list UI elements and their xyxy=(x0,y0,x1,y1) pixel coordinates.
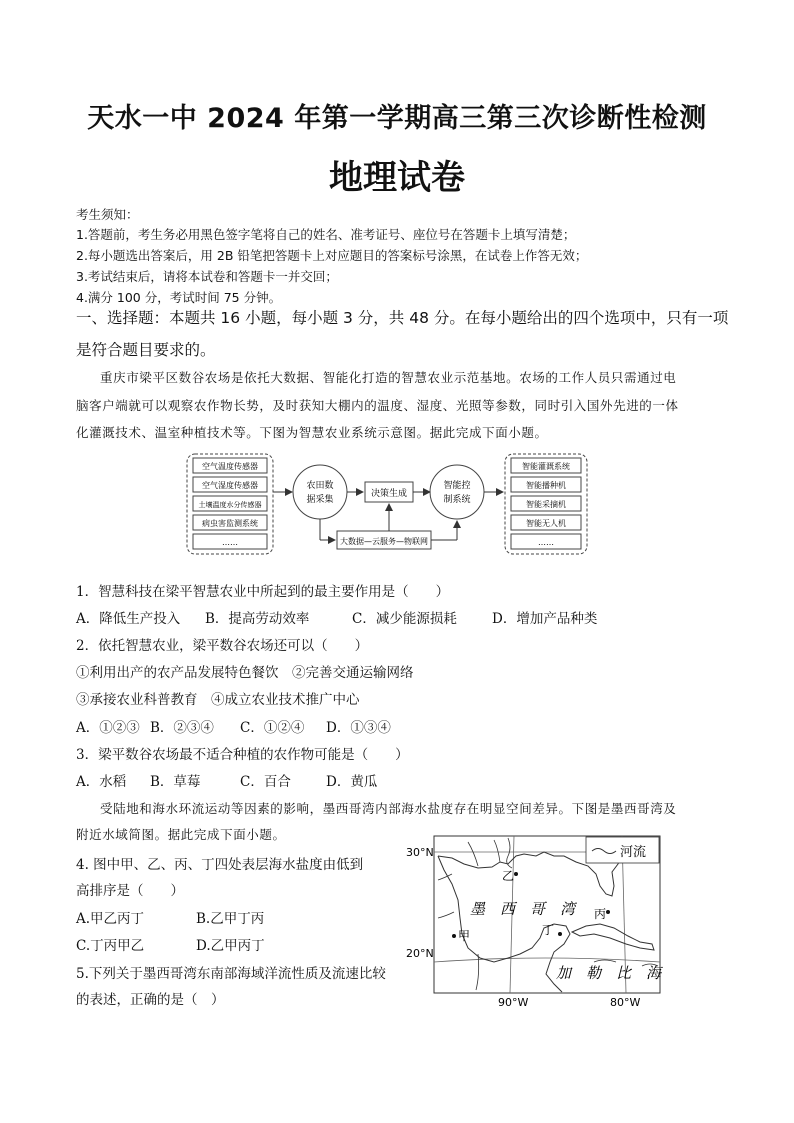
q1-option-c[interactable]: C．减少能源损耗 xyxy=(352,611,457,627)
question-4-stem: 4. 图中甲、乙、丙、丁四处表层海水盐度由低到 xyxy=(76,857,364,873)
passage-line: 脑客户端就可以观察农作物长势，及时获知大棚内的温度、湿度、光照等参数，同时引入国外先进的一体 xyxy=(76,398,679,413)
point-label-ding: 丁 xyxy=(542,923,555,937)
q3-option-d[interactable]: D．黄瓜 xyxy=(326,774,378,790)
passage-line: 化灌溉技术、温室种植技术等。下图为智慧农业系统示意图。据此完成下面小题。 xyxy=(76,425,548,440)
question-5-stem-cont: 的表述，正确的是（ ） xyxy=(76,992,225,1008)
notice-heading: 考生须知： xyxy=(76,207,139,222)
q1-option-d[interactable]: D．增加产品种类 xyxy=(492,611,598,627)
question-1-stem: 1．智慧科技在梁平智慧农业中所起到的最主要作用是（ ） xyxy=(76,584,450,600)
point-ding xyxy=(558,932,562,936)
decision-label: 决策生成 xyxy=(370,489,408,499)
sensor-label: 病虫害监测系统 xyxy=(202,519,258,528)
machine-label: 智能灌溉系统 xyxy=(522,462,570,471)
point-yi xyxy=(514,872,518,876)
point-bing xyxy=(606,910,610,914)
question-5-stem: 5.下列关于墨西哥湾东南部海域洋流性质及流速比较 xyxy=(76,966,386,982)
cloud-label: 大数据—云服务—物联网 xyxy=(340,537,428,546)
notice-item: 3.考试结束后，请将本试卷和答题卡一并交回； xyxy=(76,269,338,284)
lon-label-80w: 80°W xyxy=(610,996,641,1009)
q2-option-c[interactable]: C．①②④ xyxy=(240,720,305,736)
q4-option-d[interactable]: D.乙甲丙丁 xyxy=(196,938,265,954)
section-heading-cont: 是符合题目要求的。 xyxy=(76,341,216,359)
q4-option-c[interactable]: C.丁丙甲乙 xyxy=(76,938,145,954)
q2-items-line: ①利用出产的农产品发展特色餐饮 ②完善交通运输网络 xyxy=(76,665,414,681)
sea-label: 加 勒 比 海 xyxy=(556,964,662,982)
control-label: 制系统 xyxy=(443,495,471,505)
q4-option-a[interactable]: A.甲乙丙丁 xyxy=(76,911,145,927)
q1-option-a[interactable]: A．降低生产投入 xyxy=(76,611,181,627)
machine-label: 智能采摘机 xyxy=(526,500,566,509)
collect-label: 农田数 xyxy=(306,481,334,491)
legend-label: 河流 xyxy=(620,845,647,860)
sensor-label: 空气温度传感器 xyxy=(202,462,258,471)
machine-label: …… xyxy=(538,538,554,547)
smart-agriculture-diagram xyxy=(185,452,590,562)
q4-option-b[interactable]: B.乙甲丁丙 xyxy=(196,911,265,927)
control-node xyxy=(430,465,484,519)
collect-label: 据采集 xyxy=(306,495,334,505)
machine-label: 智能播种机 xyxy=(526,481,566,490)
gulf-label: 墨 西 哥 湾 xyxy=(470,900,576,918)
q3-option-a[interactable]: A．水稻 xyxy=(76,774,127,790)
exam-subtitle: 地理试卷 xyxy=(329,158,465,198)
question-3-stem: 3．梁平数谷农场最不适合种植的农作物可能是（ ） xyxy=(76,747,409,763)
q2-option-a[interactable]: A．①②③ xyxy=(76,720,140,736)
q2-option-b[interactable]: B．②③④ xyxy=(150,720,214,736)
notice-item: 2.每小题选出答案后，用 2B 铅笔把答题卡上对应题目的答案标号涂黑，在试卷上作答无效； xyxy=(76,248,588,263)
passage-line: 受陆地和海水环流运动等因素的影响，墨西哥湾内部海水盐度存在明显空间差异。下图是墨西哥湾及 xyxy=(100,801,677,816)
passage-line: 重庆市梁平区数谷农场是依托大数据、智能化打造的智慧农业示范基地。农场的工作人员只需通过电 xyxy=(100,370,677,385)
question-4-stem-cont: 高排序是（ ） xyxy=(76,883,184,899)
q2-option-d[interactable]: D．①③④ xyxy=(326,720,391,736)
q1-option-b[interactable]: B．提高劳动效率 xyxy=(205,611,310,627)
q2-items-line: ③承接农业科普教育 ④成立农业技术推广中心 xyxy=(76,692,360,708)
lat-label-20n: 20°N xyxy=(406,947,434,960)
point-label-jia: 甲 xyxy=(458,929,471,943)
notice-item: 4.满分 100 分，考试时间 75 分钟。 xyxy=(76,290,282,305)
lat-label-30n: 30°N xyxy=(406,846,434,859)
q3-option-c[interactable]: C．百合 xyxy=(240,774,291,790)
passage-line: 附近水域简图。据此完成下面小题。 xyxy=(76,827,286,842)
machine-label: 智能无人机 xyxy=(526,519,566,528)
point-jia xyxy=(452,934,456,938)
data-collect-node xyxy=(293,465,347,519)
lon-label-90w: 90°W xyxy=(498,996,529,1009)
sensor-label: 土壤温度水分传感器 xyxy=(198,501,262,509)
notice-item: 1.答题前，考生务必用黑色签字笔将自己的姓名、准考证号、座位号在答题卡上填写清楚； xyxy=(76,227,576,242)
question-2-stem: 2．依托智慧农业，梁平数谷农场还可以（ ） xyxy=(76,638,369,654)
point-label-bing: 丙 xyxy=(594,907,607,921)
control-label: 智能控 xyxy=(443,481,471,491)
exam-title: 天水一中 2024 年第一学期高三第三次诊断性检测 xyxy=(87,103,707,134)
q3-option-b[interactable]: B．草莓 xyxy=(150,774,201,790)
point-label-yi: 乙 xyxy=(502,869,515,883)
gulf-of-mexico-map xyxy=(404,834,666,1010)
sensor-label: …… xyxy=(222,538,238,547)
section-heading: 一、选择题：本题共 16 小题，每小题 3 分，共 48 分。在每小题给出的四个选项中，只有一项 xyxy=(76,309,729,327)
sensor-label: 空气湿度传感器 xyxy=(202,481,258,490)
